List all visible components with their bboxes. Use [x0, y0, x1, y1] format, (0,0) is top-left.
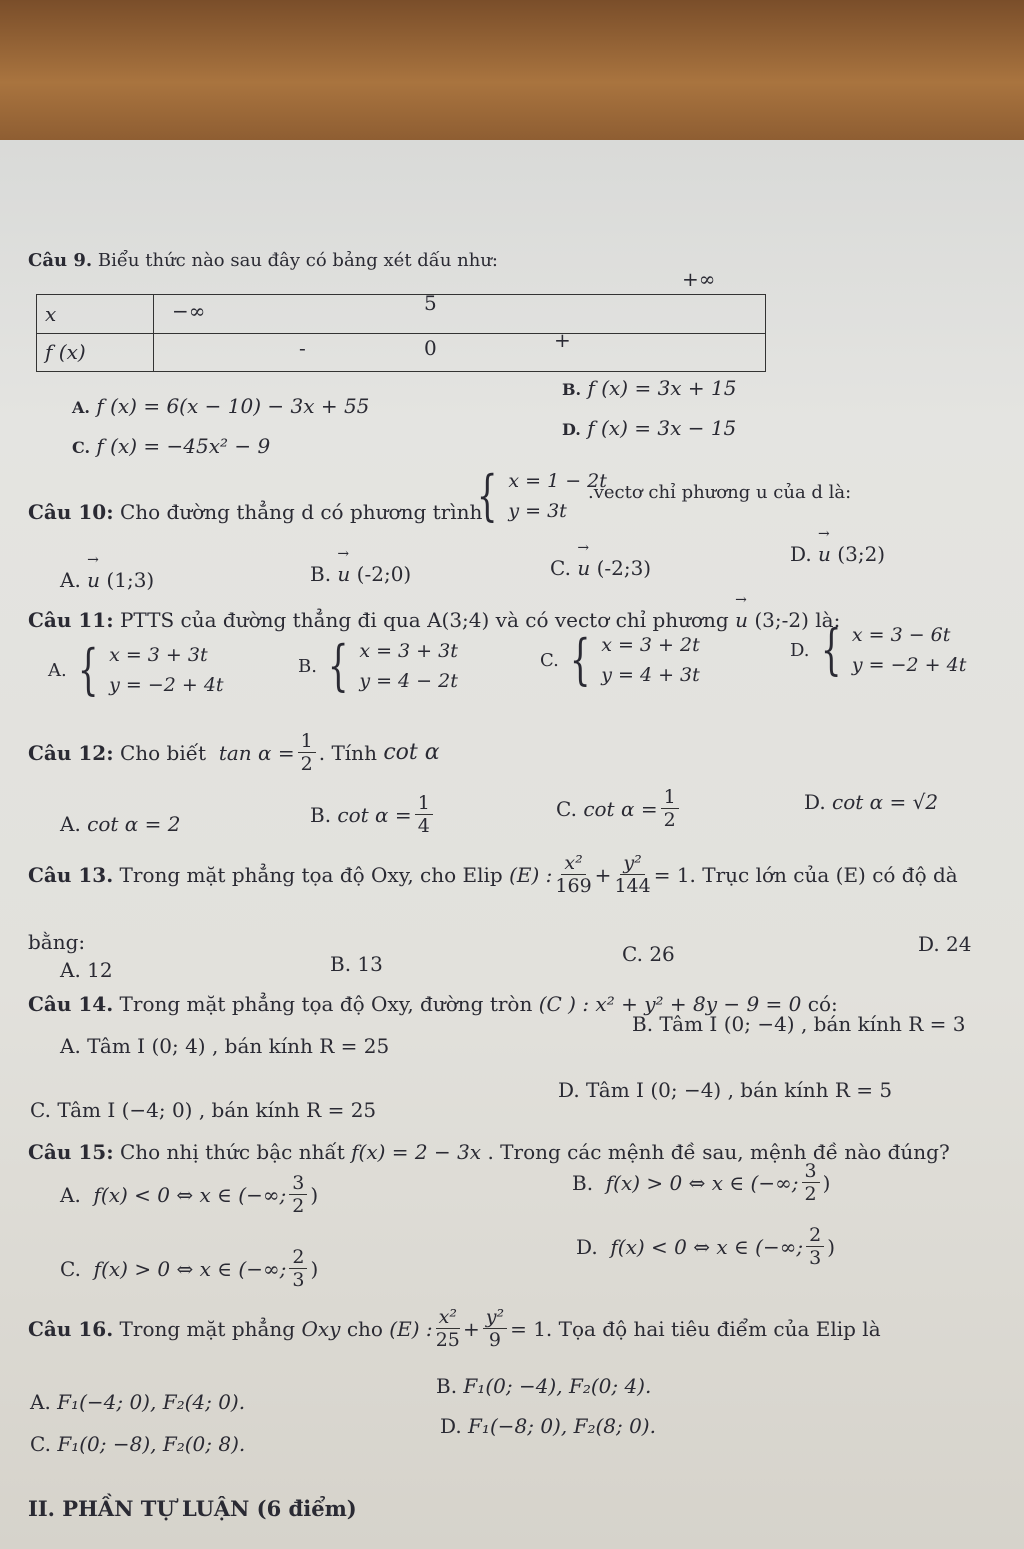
q9-title: Câu 9. [28, 250, 93, 271]
q9-option-a: A. f (x) = 6(x − 10) − 3x + 55 [72, 394, 370, 418]
q13-line2: bằng: [28, 930, 86, 954]
q13-option-d: D. 24 [918, 932, 972, 956]
q14-heading: Câu 14. Trong mặt phẳng tọa độ Oxy, đường tròn (C ) : x² + y² + 8y − 9 = 0 có: [28, 992, 838, 1016]
q14-option-b: B. Tâm I (0; −4) , bán kính R = 3 [632, 1012, 966, 1036]
q9-text: Biểu thức nào sau đây có bảng xét dấu như: [97, 250, 498, 271]
section-2-heading: II. PHẦN TỰ LUẬN (6 điểm) [28, 1496, 357, 1521]
q11-option-d: D. { x = 3 − 6t y = −2 + 4t [790, 618, 967, 681]
q14-option-d: D. Tâm I (0; −4) , bán kính R = 5 [558, 1078, 893, 1102]
q10-heading: Câu 10: Cho đường thẳng d có phương trình [28, 500, 483, 524]
q11-option-c: C. { x = 3 + 2t y = 4 + 3t [540, 628, 700, 691]
q14-option-a: A. Tâm I (0; 4) , bán kính R = 25 [60, 1034, 390, 1058]
sign-zero: 0 [424, 335, 437, 360]
sign-f-label: f (x) [37, 333, 154, 372]
q10-tail: .vectơ chỉ phương u của d là: [588, 482, 852, 503]
q12-heading: Câu 12: Cho biết tan α = $\frac{1}{2}$ . Tính cot α [28, 730, 440, 775]
q13-option-a: A. 12 [60, 958, 113, 982]
q15-heading: Câu 15: Cho nhị thức bậc nhất f(x) = 2 − 3x . Trong các mệnh đề sau, mệnh đề nào đúng? [28, 1140, 950, 1164]
sign-left: - [299, 335, 306, 360]
q11-option-b: B. { x = 3 + 3t y = 4 − 2t [298, 634, 458, 697]
q11-option-a: A. { x = 3 + 3t y = −2 + 4t [48, 638, 224, 701]
sign-table-row-x [37, 295, 766, 334]
q12-option-a: A. cot α = 2 [60, 812, 181, 836]
q16-option-a: A. F₁(−4; 0), F₂(4; 0). [30, 1390, 246, 1414]
q15-option-d: D. f(x) < 0 ⇔ x ∈ (−∞; $\frac{2}{3}$ ) [576, 1224, 836, 1269]
sign-root: 5 [424, 291, 437, 315]
sign-pos-inf: +∞ [682, 267, 716, 291]
sign-table-row-f [37, 333, 766, 372]
q10-option-c: C. → u (-2;3) [550, 556, 651, 580]
q9-heading [28, 250, 498, 271]
q10-option-d: D. → u (3;2) [790, 542, 885, 566]
q12-option-d: D. cot α = √2 [804, 790, 939, 814]
sign-table [36, 267, 766, 372]
q10-option-b: B. → u (-2;0) [310, 562, 411, 586]
q16-option-d: D. F₁(−8; 0), F₂(8; 0). [440, 1414, 656, 1438]
sign-right: + [554, 327, 571, 352]
q12-option-b: B. cot α = $\frac{1}{4}$ [310, 792, 436, 837]
q10-system: { x = 1 − 2t y = 3t [476, 464, 607, 527]
q13-heading: Câu 13. Trong mặt phẳng tọa độ Oxy, cho Elip (E) : $\frac{\text{x²}}{169}$ + $\frac{\text{y²}}{144}$ = 1 . Trục lớn của (E) có độ dà [28, 852, 958, 897]
wood-background [0, 0, 1024, 150]
sign-x-label: x [37, 295, 154, 334]
q16-option-c: C. F₁(0; −8), F₂(0; 8). [30, 1432, 246, 1456]
q9-option-b: B. f (x) = 3x + 15 [562, 376, 737, 400]
sign-neg-inf: −∞ [172, 299, 206, 323]
q16-option-b: B. F₁(0; −4), F₂(0; 4). [436, 1374, 652, 1398]
q13-option-b: B. 13 [330, 952, 383, 976]
q11-heading: Câu 11: PTTS của đường thẳng đi qua A(3;4) và có vectơ chỉ phương → u (3;-2) là: [28, 608, 840, 632]
q12-option-c: C. cot α = $\frac{1}{2}$ [556, 786, 682, 831]
q15-option-b: B. f(x) > 0 ⇔ x ∈ (−∞; $\frac{3}{2}$ ) [572, 1160, 831, 1205]
q10-option-a: A. → u (1;3) [60, 568, 154, 592]
q9-option-d: D. f (x) = 3x − 15 [562, 416, 737, 440]
sign-f-values [154, 327, 766, 372]
q9-option-c: C. f (x) = −45x² − 9 [72, 434, 271, 458]
q15-option-c: C. f(x) > 0 ⇔ x ∈ (−∞; $\frac{2}{3}$ ) [60, 1246, 319, 1291]
q14-option-c: C. Tâm I (−4; 0) , bán kính R = 25 [30, 1098, 377, 1122]
q15-option-a: A. f(x) < 0 ⇔ x ∈ (−∞; $\frac{3}{2}$ ) [60, 1172, 319, 1217]
sign-x-values [154, 267, 766, 334]
q13-option-c: C. 26 [622, 942, 675, 966]
q16-heading: Câu 16. Trong mặt phẳng Oxy cho (E) : $\frac{\text{x²}}{25}$ + $\frac{\text{y²}}{9}$ = 1 . Tọa độ hai tiêu điểm của Elip là [28, 1306, 881, 1351]
